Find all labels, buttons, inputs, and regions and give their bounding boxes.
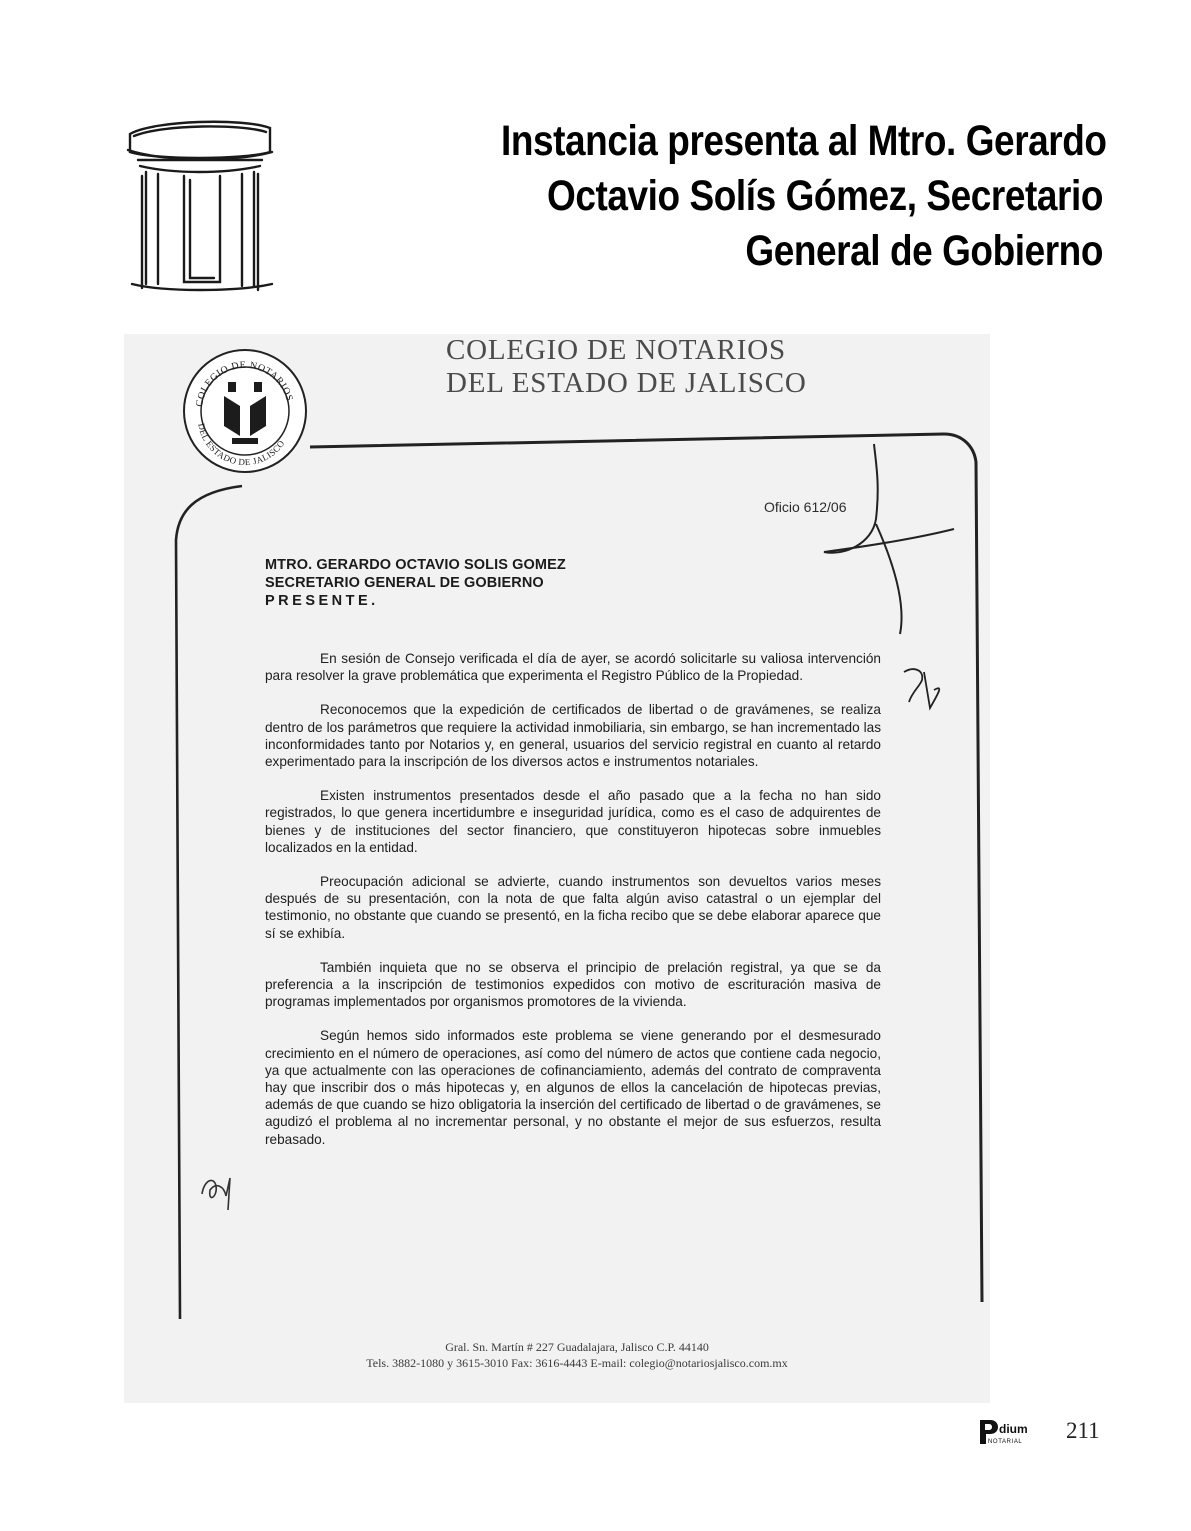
scanned-letter [124,334,990,1403]
page-title-line-3: General de Gobierno [745,227,1103,275]
podium-notarial-logo [978,1418,1034,1446]
letterhead-line-2: DEL ESTADO DE JALISCO [446,367,807,399]
seal-text-bottom: DEL ESTADO DE JALISCO [196,422,287,468]
page-number: 211 [1066,1418,1100,1443]
letter-footer-line-2: Tels. 3882-1080 y 3615-3010 Fax: 3616-4443 E-mail: colegio@notariosjalisco.com.mx [366,1356,788,1370]
letterhead-line-1: COLEGIO DE NOTARIOS [446,334,786,366]
page-title-line-1: Instancia presenta al Mtro. Gerardo [501,117,1107,165]
letter-paragraph: Reconocemos que la expedición de certificados de libertad o de gravámenes, se realiza dentro de los parámetros que requiere la actividad inmobiliaria, sin embargo, se han incrementado las inconformidades tanto por Notarios y, en general, usuarios del servicio registral en cuanto al retardo experimentado para la inscripción de los diversos actos e instrumentos notariales. [265,702,881,770]
addressee-name: MTRO. GERARDO OCTAVIO SOLIS GOMEZ [265,557,566,573]
page-title-line-2: Octavio Solís Gómez, Secretario [547,172,1103,220]
letter-paragraph: Preocupación adicional se advierte, cuando instrumentos son devueltos varios meses después de su presentación, con la nota de que falta algún aviso catastral o un ejemplar del testimonio, no obstante que cuando se presentó, en la ficha recibo que se debe elaborar aparece que sí se exhibía. [265,874,881,941]
letter-paragraph: También inquieta que no se observa el principio de prelación registral, ya que se da preferencia a la inscripción de testimonios expedidos con motivo de escrituración masiva de programas implementados por organismos promotores de la vivienda. [265,959,881,1010]
letter-footer-line-1: Gral. Sn. Martín # 227 Guadalajara, Jalisco C.P. 44140 [445,1340,709,1354]
column-logo-icon [124,112,276,294]
letter-footer-address [124,1339,990,1371]
letter-paragraph: En sesión de Consejo verificada el día de ayer, se acordó solicitarle su valiosa intervención para resolver la grave problemática que experimenta el Registro Público de la Propiedad. [265,651,881,684]
seal-text-top: COLEGIO DE NOTARIOS [194,359,295,408]
brand-word: dium [999,1422,1028,1436]
oficio-number: Oficio 612/06 [764,499,847,515]
page-title [501,114,1107,279]
brand-sub: NOTARIAL [988,1439,1023,1445]
addressee-presente: PRESENTE. [265,593,379,609]
letter-paragraph: Existen instrumentos presentados desde el año pasado que a la fecha no han sido registrados, lo que genera incertidumbre e inseguridad jurídica, como es el caso de adquirentes de bienes y de instituciones del sector financiero, que constituyeron hipotecas sobre inmuebles localizados en la entidad. [265,788,881,855]
addressee-position: SECRETARIO GENERAL DE GOBIERNO [265,575,544,591]
letterhead [446,334,807,400]
letter-paragraph: Según hemos sido informados este problema se viene generando por el desmesurado crecimiento en el número de operaciones, así como del número de actos que contiene cada negocio, ya que actualmente con las operaciones de cofinanciamiento, además del contrato de compraventa hay que inscribir dos o más hipotecas y, en algunos de ellos la cancelación de hipotecas previas, además de que cuando se hizo obligatoria la inserción del certificado de libertad o de gravámenes, se agudizó el problema al no incrementar personal, y no obstante el mejor de sus esfuerzos, resulta rebasado. [265,1028,881,1147]
notary-seal-icon [180,346,310,476]
letter-body [265,650,881,1165]
addressee-block [265,556,566,610]
